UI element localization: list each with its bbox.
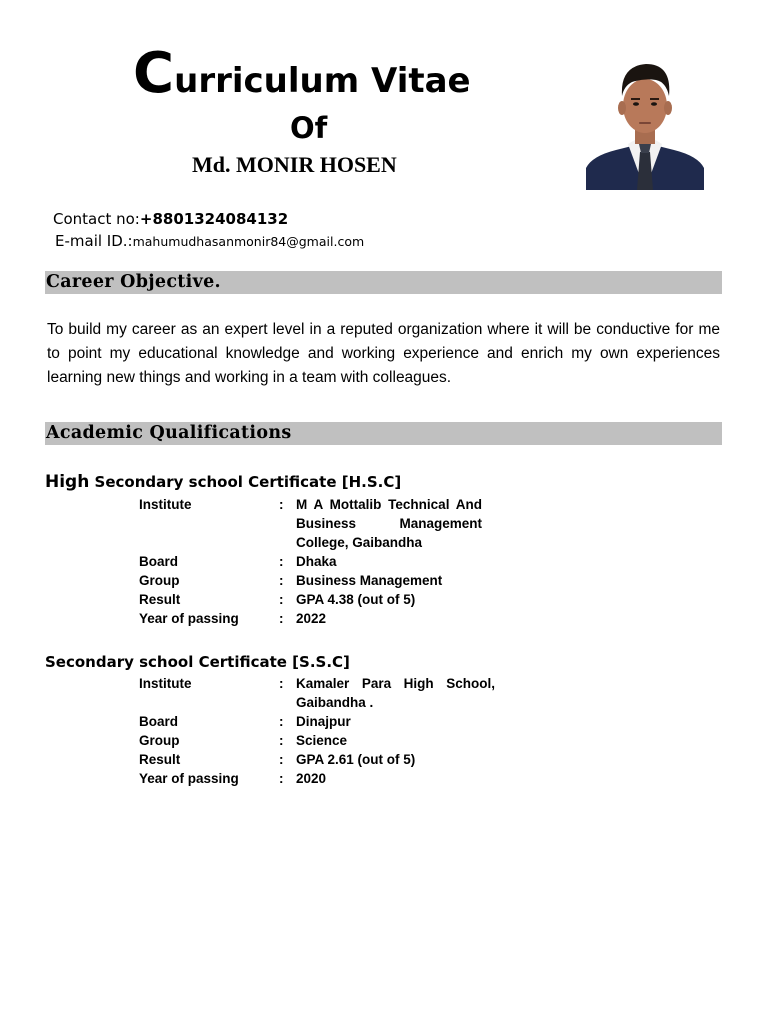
row-separator: : — [279, 611, 284, 626]
section-heading: Academic Qualifications — [46, 423, 292, 443]
row-separator: : — [279, 592, 284, 607]
row-label: Group — [139, 733, 180, 748]
row-label: Year of passing — [139, 611, 239, 626]
cv-title — [133, 41, 493, 106]
hsc-title-rest: Secondary school Certificate [H.S.C] — [89, 473, 402, 491]
row-separator: : — [279, 733, 284, 748]
row-label: Institute — [139, 497, 192, 512]
row-label: Result — [139, 752, 181, 767]
contact-phone-label: Contact no: — [53, 210, 140, 228]
row-separator: : — [279, 752, 284, 767]
row-label: Year of passing — [139, 771, 239, 786]
row-value: Kamaler Para High School, Gaibandha . — [296, 676, 495, 710]
hsc-title-lead: High — [45, 472, 90, 492]
row-separator: : — [279, 554, 284, 569]
row-value: Business Management — [296, 573, 443, 588]
hsc-title — [45, 472, 401, 492]
row-value: M A Mottalib Technical And Business Management College, Gaibandha — [296, 497, 482, 550]
career-objective-text: To build my career as an expert level in a reputed organization where it will be conductive for me to point my educational knowledge and working experience and enrich my own experiences learning new things and working in a team with colleagues. — [47, 321, 720, 386]
row-label: Board — [139, 554, 179, 569]
cv-title-rest: urriculum Vitae — [174, 61, 471, 101]
row-separator: : — [279, 497, 284, 512]
contact-email — [55, 232, 364, 250]
row-value: GPA 4.38 (out of 5) — [296, 592, 416, 607]
contact-phone — [53, 210, 288, 228]
row-value: GPA 2.61 (out of 5) — [296, 752, 416, 767]
candidate-name: Md. MONIR HOSEN — [192, 152, 397, 177]
contact-email-label: E-mail ID.: — [55, 232, 133, 250]
cv-title-initial: C — [133, 41, 175, 106]
ssc-title: Secondary school Certificate [S.S.C] — [45, 653, 350, 671]
row-value: Dinajpur — [296, 714, 351, 729]
row-label: Institute — [139, 676, 192, 691]
row-label: Result — [139, 592, 181, 607]
section-career-objective — [45, 271, 722, 294]
row-label: Group — [139, 573, 180, 588]
cv-title-of: Of — [290, 111, 328, 145]
row-value: Science — [296, 733, 348, 748]
row-separator: : — [279, 573, 284, 588]
profile-photo — [586, 56, 704, 190]
row-separator: : — [279, 771, 284, 786]
section-academic-qualifications — [45, 422, 722, 445]
row-value: 2022 — [296, 611, 327, 626]
contact-email-value: mahumudhasanmonir84@gmail.com — [132, 234, 365, 249]
row-separator: : — [279, 714, 284, 729]
section-heading: Career Objective. — [46, 272, 221, 292]
row-label: Board — [139, 714, 179, 729]
row-value: 2020 — [296, 771, 327, 786]
row-value: Dhaka — [296, 554, 337, 569]
row-separator: : — [279, 676, 284, 691]
contact-phone-value: +8801324084132 — [139, 210, 289, 228]
